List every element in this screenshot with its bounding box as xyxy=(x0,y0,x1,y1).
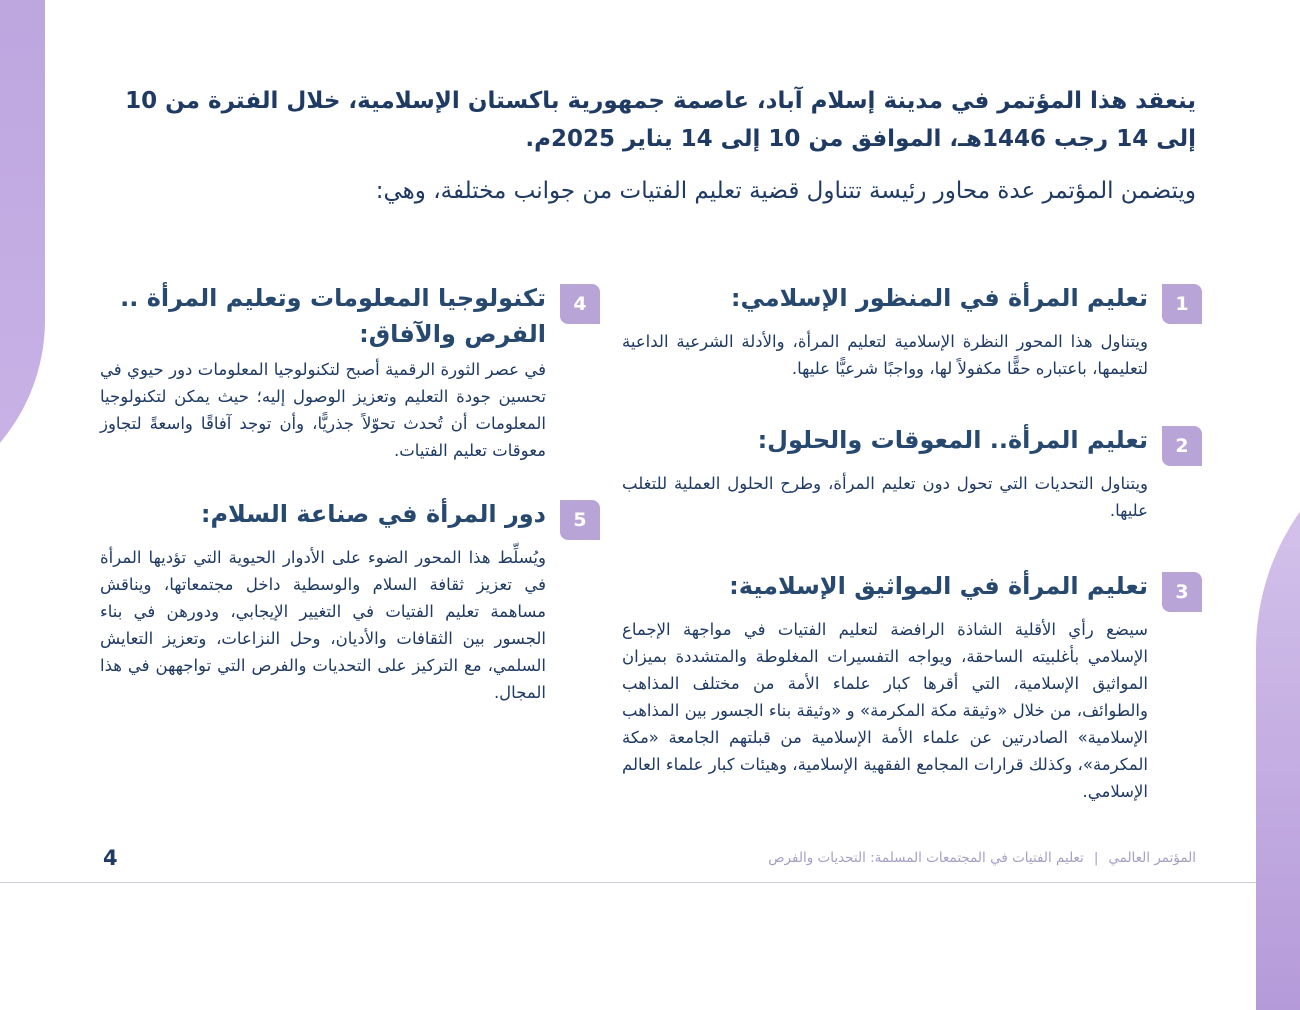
axis-title: دور المرأة في صناعة السلام: xyxy=(200,500,546,528)
axes-column-right xyxy=(622,280,1202,805)
axis-header xyxy=(622,422,1202,466)
axis-description: سيضع رأي الأقلية الشاذة الرافضة لتعليم الفتيات في مواجهة الإجماع الإسلامي بأغلبيته الساحقة، ويواجه التفسيرات المغلوطة والمتشددة بميزان المواثيق الإسلامية، التي أقرها كبار علماء الأمة من مختلف المذاهب والطوائف، من خلال «وثيقة مكة المكرمة» و «وثيقة بناء الجسور بين المذاهب الإسلامية» الصادرتين عن علماء الأمة الإسلامية من قبلتهم الجامعة «مكة المكرمة»، وكذلك قرارات المجامع الفقهية الإسلامية، وهيئات كبار علماء العالم الإسلامي. xyxy=(622,620,1148,801)
axis-section-5 xyxy=(100,496,600,706)
page-number: 4 xyxy=(103,846,118,870)
axis-header xyxy=(100,496,600,540)
footer-divider xyxy=(0,882,1256,883)
axis-description: ويتناول هذا المحور النظرة الإسلامية لتعليم المرأة، والأدلة الشرعية الداعية لتعليمها، باعتباره حقًّا مكفولاً لها، وواجبًا شرعيًّا عليها. xyxy=(622,332,1148,378)
intro-paragraph: ويتضمن المؤتمر عدة محاور رئيسة تتناول قضية تعليم الفتيات من جوانب مختلفة، وهي: xyxy=(375,178,1196,204)
number-badge: 5 xyxy=(560,500,600,540)
axis-title: تكنولوجيا المعلومات وتعليم المرأة .. الفرص والآفاق: xyxy=(120,284,546,348)
decorative-purple-shape-right xyxy=(1256,410,1300,1010)
number-badge: 4 xyxy=(560,284,600,324)
axes-column-left xyxy=(100,280,600,706)
footer-topic: تعليم الفتيات في المجتمعات المسلمة: التحديات والفرص xyxy=(768,850,1084,866)
number-badge: 2 xyxy=(1162,426,1202,466)
decorative-purple-shape-left xyxy=(0,0,45,510)
axis-description: ويُسلِّط هذا المحور الضوء على الأدوار الحيوية التي تؤديها المرأة في تعزيز ثقافة السلام والوسطية داخل مجتمعاتها، ويناقش مساهمة تعليم الفتيات في التغيير الإيجابي، ودورهن في بناء الجسور بين الثقافات والأديان، وحل النزاعات، وتعزيز التعايش السلمي، مع التركيز على التحديات والفرص التي تواجههن في هذا المجال. xyxy=(100,548,546,702)
axis-description: ويتناول التحديات التي تحول دون تعليم المرأة، وطرح الحلول العملية للتغلب عليها. xyxy=(622,474,1148,520)
axis-section-1 xyxy=(622,280,1202,382)
number-badge: 1 xyxy=(1162,284,1202,324)
intro-block xyxy=(100,82,1196,210)
axis-title: تعليم المرأة في المنظور الإسلامي: xyxy=(730,284,1148,312)
axis-description: في عصر الثورة الرقمية أصبح لتكنولوجيا المعلومات دور حيوي في تحسين جودة التعليم وتعزيز الوصول إليه؛ حيث يمكن لتكنولوجيا المعلومات أن تُحدث تحوّلاً جذريًّا، وأن توجد آفاقًا واسعةً لتجاوز معوقات تعليم الفتيات. xyxy=(100,360,546,460)
intro-paragraph-bold: ينعقد هذا المؤتمر في مدينة إسلام آباد، عاصمة جمهورية باكستان الإسلامية، خلال الفترة من 10 إلى 14 رجب 1446هـ، الموافق من 10 إلى 14 يناير 2025م. xyxy=(125,88,1196,152)
axis-section-2 xyxy=(622,422,1202,524)
axis-header xyxy=(622,568,1202,612)
axis-section-3 xyxy=(622,568,1202,805)
running-footer xyxy=(700,850,1196,866)
number-badge: 3 xyxy=(1162,572,1202,612)
axis-header xyxy=(100,280,600,352)
footer-separator: | xyxy=(1093,850,1099,866)
axis-section-4 xyxy=(100,280,600,464)
axis-header xyxy=(622,280,1202,324)
footer-conference-name: المؤتمر العالمي xyxy=(1108,850,1196,866)
axis-title: تعليم المرأة في المواثيق الإسلامية: xyxy=(729,572,1148,600)
axis-title: تعليم المرأة.. المعوقات والحلول: xyxy=(757,426,1148,454)
